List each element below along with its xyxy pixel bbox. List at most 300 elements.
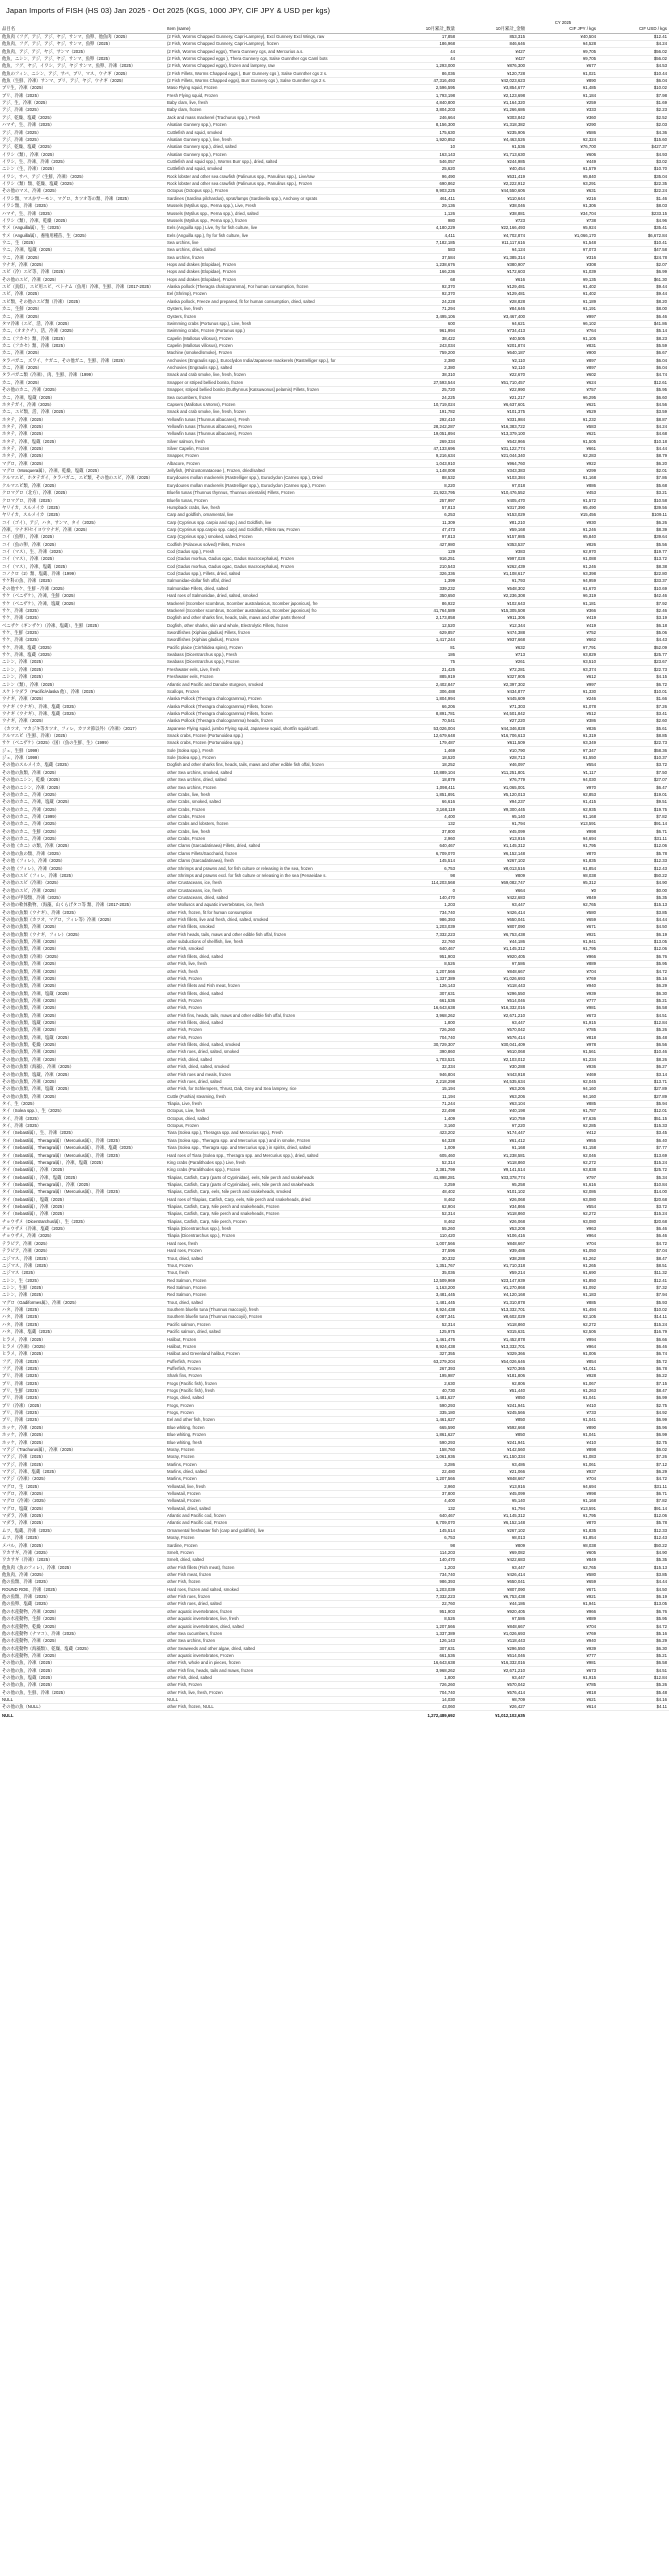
table-row[interactable] xyxy=(0,938,669,945)
table-row[interactable] xyxy=(0,158,669,165)
table-row[interactable] xyxy=(0,1196,669,1203)
table-row[interactable] xyxy=(0,1696,669,1703)
table-row[interactable] xyxy=(0,40,669,47)
table-row[interactable] xyxy=(0,1291,669,1298)
table-row[interactable] xyxy=(0,1350,669,1357)
table-row[interactable] xyxy=(0,1571,669,1578)
table-row[interactable] xyxy=(0,452,669,459)
table-row[interactable] xyxy=(0,1601,669,1608)
table-row[interactable] xyxy=(0,342,669,349)
cif-usd-per-kg: $7.86 xyxy=(598,475,669,482)
table-row[interactable] xyxy=(0,695,669,702)
quantity-kgs: 986,393 xyxy=(387,1578,457,1585)
table-row[interactable] xyxy=(0,1453,669,1460)
table-row[interactable] xyxy=(0,1218,669,1225)
table-row[interactable] xyxy=(0,1446,669,1453)
table-row[interactable] xyxy=(0,909,669,916)
item-name-en: Sea cucumbers, frozen xyxy=(165,394,387,401)
table-row[interactable] xyxy=(0,666,669,673)
table-row[interactable] xyxy=(0,372,669,379)
cif-jpy-per-kg: ¥936 xyxy=(527,1063,598,1070)
item-name-en: Alsatian Gunnery spp.), dried, salted xyxy=(165,143,387,150)
table-row[interactable] xyxy=(0,1321,669,1328)
table-row[interactable] xyxy=(0,1461,669,1468)
table-row[interactable] xyxy=(0,1122,669,1129)
cif-usd-per-kg: $5.93 xyxy=(598,1299,669,1306)
table-row[interactable] xyxy=(0,1211,669,1218)
cif-usd-per-kg: $8.00 xyxy=(598,305,669,312)
table-row[interactable] xyxy=(0,1255,669,1262)
table-row[interactable] xyxy=(0,1534,669,1541)
item-name-en: Halibut, Frozen xyxy=(165,1336,387,1343)
quantity-kgs: 43,060 xyxy=(387,1704,457,1711)
table-row[interactable] xyxy=(0,1181,669,1188)
table-row[interactable] xyxy=(0,394,669,401)
table-row[interactable] xyxy=(0,1166,669,1173)
item-name-en: Sardine, Frozen xyxy=(165,1542,387,1549)
table-row[interactable] xyxy=(0,62,669,69)
table-row[interactable] xyxy=(0,629,669,636)
table-row[interactable] xyxy=(0,960,669,967)
table-row[interactable] xyxy=(0,504,669,511)
table-row[interactable] xyxy=(0,651,669,658)
item-name-en: Hops and drakes (Elopidae), Frozen xyxy=(165,276,387,283)
table-row[interactable] xyxy=(0,1402,669,1409)
table-row[interactable] xyxy=(0,445,669,452)
item-name-jp: その他の魚類、冷凍（2025） xyxy=(0,997,165,1004)
table-row[interactable] xyxy=(0,1314,669,1321)
table-row[interactable] xyxy=(0,1100,669,1107)
table-row[interactable] xyxy=(0,570,669,577)
table-row[interactable] xyxy=(0,276,669,283)
table-row[interactable] xyxy=(0,887,669,894)
table-row[interactable] xyxy=(0,320,669,327)
item-name-en: Hops and drakes (Elopidae), Frozen xyxy=(165,269,387,276)
value-1000jpy: ¥427 xyxy=(457,48,527,55)
table-row[interactable] xyxy=(0,1520,669,1527)
table-row[interactable] xyxy=(0,1299,669,1306)
table-row[interactable] xyxy=(0,210,669,217)
table-row[interactable] xyxy=(0,953,669,960)
table-row[interactable] xyxy=(0,541,669,548)
table-row[interactable] xyxy=(0,762,669,769)
table-row[interactable] xyxy=(0,1630,669,1637)
quantity-kgs: 292,410 xyxy=(387,416,457,423)
table-row[interactable] xyxy=(0,725,669,732)
table-row[interactable] xyxy=(0,585,669,592)
table-row[interactable] xyxy=(0,349,669,356)
table-row[interactable] xyxy=(0,820,669,827)
table-row[interactable] xyxy=(0,1233,669,1240)
quantity-kgs: 17,858 xyxy=(387,33,457,40)
table-row[interactable] xyxy=(0,423,669,430)
table-row[interactable] xyxy=(0,305,669,312)
table-row[interactable] xyxy=(0,710,669,717)
table-row[interactable] xyxy=(0,173,669,180)
item-name-jp: ニシン、冷凍（2025） xyxy=(0,659,165,666)
table-row[interactable] xyxy=(0,1704,669,1711)
table-row[interactable] xyxy=(0,1041,669,1048)
table-row[interactable] xyxy=(0,916,669,923)
table-row[interactable] xyxy=(0,70,669,77)
table-row[interactable] xyxy=(0,835,669,842)
table-row[interactable] xyxy=(0,901,669,908)
item-name-jp: ハタ、冷凍（2025） xyxy=(0,1314,165,1321)
table-row[interactable] xyxy=(0,232,669,239)
table-row[interactable] xyxy=(0,1365,669,1372)
table-row[interactable] xyxy=(0,556,669,563)
table-row[interactable] xyxy=(0,460,669,467)
table-row[interactable] xyxy=(0,946,669,953)
table-row[interactable] xyxy=(0,1682,669,1689)
table-row[interactable] xyxy=(0,872,669,879)
table-row[interactable] xyxy=(0,1277,669,1284)
table-row[interactable] xyxy=(0,511,669,518)
table-row[interactable] xyxy=(0,357,669,364)
table-row[interactable] xyxy=(0,533,669,540)
table-row[interactable] xyxy=(0,283,669,290)
table-row[interactable] xyxy=(0,717,669,724)
cif-usd-per-kg: $7.92 xyxy=(598,600,669,607)
table-row[interactable] xyxy=(0,1674,669,1681)
item-name-jp: フグ、冷凍（2025） xyxy=(0,1365,165,1372)
table-row[interactable] xyxy=(0,92,669,99)
table-row[interactable] xyxy=(0,600,669,607)
table-row[interactable] xyxy=(0,519,669,526)
table-row[interactable] xyxy=(0,379,669,386)
table-row[interactable] xyxy=(0,813,669,820)
table-row[interactable] xyxy=(0,1284,669,1291)
cif-usd-per-kg: $4.51 xyxy=(598,1667,669,1674)
table-row[interactable] xyxy=(0,1689,669,1696)
table-row[interactable] xyxy=(0,843,669,850)
table-row[interactable] xyxy=(0,151,669,158)
table-row[interactable] xyxy=(0,1578,669,1585)
table-row[interactable] xyxy=(0,607,669,614)
table-row[interactable] xyxy=(0,114,669,121)
cif-usd-per-kg: $4.16 xyxy=(598,1696,669,1703)
table-row[interactable] xyxy=(0,747,669,754)
table-row[interactable] xyxy=(0,1247,669,1254)
table-row[interactable] xyxy=(0,1659,669,1666)
cif-usd-per-kg: $7.26 xyxy=(598,1453,669,1460)
table-row[interactable] xyxy=(0,1564,669,1571)
cif-jpy-per-kg: ¥1,067 xyxy=(527,1380,598,1387)
table-row[interactable] xyxy=(0,1152,669,1159)
table-row[interactable] xyxy=(0,1137,669,1144)
table-row[interactable] xyxy=(0,592,669,599)
table-row[interactable] xyxy=(0,806,669,813)
table-row[interactable] xyxy=(0,1468,669,1475)
quantity-kgs: 7,182,185 xyxy=(387,239,457,246)
table-row[interactable] xyxy=(0,1549,669,1556)
item-name-en: other Crabs, Frozen xyxy=(165,806,387,813)
table-row[interactable] xyxy=(0,165,669,172)
table-row[interactable] xyxy=(0,1645,669,1652)
table-row[interactable] xyxy=(0,1027,669,1034)
table-row[interactable] xyxy=(0,1269,669,1276)
quantity-kgs: 390,860 xyxy=(387,1049,457,1056)
table-row[interactable] xyxy=(0,865,669,872)
table-row[interactable] xyxy=(0,1637,669,1644)
table-row[interactable] xyxy=(0,879,669,886)
table-row[interactable] xyxy=(0,1380,669,1387)
table-row[interactable] xyxy=(0,1203,669,1210)
table-row[interactable] xyxy=(0,1085,669,1092)
table-row[interactable] xyxy=(0,1431,669,1438)
table-row[interactable] xyxy=(0,489,669,496)
table-row[interactable] xyxy=(0,1394,669,1401)
table-row[interactable] xyxy=(0,644,669,651)
table-row[interactable] xyxy=(0,1262,669,1269)
quantity-kgs: 16,643,638 xyxy=(387,1659,457,1666)
item-name-en: other Crustaceans, dried, salted xyxy=(165,894,387,901)
table-row[interactable] xyxy=(0,1615,669,1622)
value-1000jpy: ¥2,236,308 xyxy=(457,592,527,599)
table-row[interactable] xyxy=(0,254,669,261)
table-row[interactable] xyxy=(0,923,669,930)
cif-jpy-per-kg: ¥5,490 xyxy=(527,504,598,511)
cif-usd-per-kg: $10.69 xyxy=(598,585,669,592)
item-name-jp: その他の魚、塩蔵（2025） xyxy=(0,1674,165,1681)
item-name-jp: イワシ（類）類、乾燥、塩蔵（2025） xyxy=(0,180,165,187)
quantity-kgs: 158,760 xyxy=(387,1446,457,1453)
total-cif-jpy xyxy=(527,1711,598,1719)
table-row[interactable] xyxy=(0,688,669,695)
table-row[interactable] xyxy=(0,1343,669,1350)
table-row[interactable] xyxy=(0,48,669,55)
table-row[interactable] xyxy=(0,975,669,982)
cif-jpy-per-kg: ¥1,168 xyxy=(527,1498,598,1505)
cif-usd-per-kg: $23.67 xyxy=(598,659,669,666)
table-row[interactable] xyxy=(0,364,669,371)
table-row[interactable] xyxy=(0,894,669,901)
table-row[interactable] xyxy=(0,335,669,342)
item-name-jp: チョウザメ（冷凍、塩蔵（2025） xyxy=(0,1225,165,1232)
table-row[interactable] xyxy=(0,1336,669,1343)
table-row[interactable] xyxy=(0,217,669,224)
table-row[interactable] xyxy=(0,261,669,268)
table-row[interactable] xyxy=(0,1063,669,1070)
value-1000jpy: ¥850 xyxy=(457,1431,527,1438)
quantity-kgs: 38,422 xyxy=(387,335,457,342)
item-name-jp: その他のカニ、冷凍、塩蔵（2025） xyxy=(0,798,165,805)
table-row[interactable] xyxy=(0,791,669,798)
table-row[interactable] xyxy=(0,850,669,857)
cif-usd-per-kg: $4.72 xyxy=(598,1475,669,1482)
cif-jpy-per-kg: ¥978 xyxy=(527,1041,598,1048)
table-row[interactable] xyxy=(0,622,669,629)
table-row[interactable] xyxy=(0,1306,669,1313)
table-row[interactable] xyxy=(0,1667,669,1674)
table-row[interactable] xyxy=(0,107,669,114)
table-row[interactable] xyxy=(0,732,669,739)
table-row[interactable] xyxy=(0,1240,669,1247)
item-name-en: other Sea urchins, frozen xyxy=(165,1637,387,1644)
table-row[interactable] xyxy=(0,497,669,504)
table-row[interactable] xyxy=(0,482,669,489)
table-row[interactable] xyxy=(0,430,669,437)
table-row[interactable] xyxy=(0,291,669,298)
table-row[interactable] xyxy=(0,1505,669,1512)
table-row[interactable] xyxy=(0,129,669,136)
cif-usd-per-kg: $3.85 xyxy=(598,909,669,916)
table-row[interactable] xyxy=(0,1490,669,1497)
cif-usd-per-kg: $6.30 xyxy=(598,990,669,997)
table-row[interactable] xyxy=(0,769,669,776)
table-row[interactable] xyxy=(0,1483,669,1490)
value-1000jpy: ¥54,026,646 xyxy=(457,1358,527,1365)
table-row[interactable] xyxy=(0,828,669,835)
table-row[interactable] xyxy=(0,1623,669,1630)
table-row[interactable] xyxy=(0,1652,669,1659)
quantity-kgs: 53,026,004 xyxy=(387,725,457,732)
item-name-en: Atlantic and Pacific cod, frozen xyxy=(165,1512,387,1519)
table-row[interactable] xyxy=(0,1188,669,1195)
cif-jpy-per-kg: ¥928 xyxy=(527,1372,598,1379)
table-row[interactable] xyxy=(0,968,669,975)
value-1000jpy: ¥1,026,693 xyxy=(457,975,527,982)
table-row[interactable] xyxy=(0,438,669,445)
table-row[interactable] xyxy=(0,467,669,474)
quantity-kgs: 186,968 xyxy=(387,40,457,47)
table-row[interactable] xyxy=(0,703,669,710)
item-name-jp: ワカサギ、冷凍（2025） xyxy=(0,1549,165,1556)
table-row[interactable] xyxy=(0,1078,669,1085)
table-row[interactable] xyxy=(0,475,669,482)
table-row[interactable] xyxy=(0,1012,669,1019)
table-row[interactable] xyxy=(0,1542,669,1549)
value-1000jpy: ¥118,860 xyxy=(457,1211,527,1218)
table-row[interactable] xyxy=(0,1056,669,1063)
table-row[interactable] xyxy=(0,1093,669,1100)
table-row[interactable] xyxy=(0,1512,669,1519)
table-row[interactable] xyxy=(0,754,669,761)
item-name-jp: イワシ、サバ、アジ（生鮮、冷凍）（2025） xyxy=(0,173,165,180)
table-row[interactable] xyxy=(0,1130,669,1137)
cif-jpy-per-kg: ¥583 xyxy=(527,423,598,430)
table-row[interactable] xyxy=(0,55,669,62)
table-row[interactable] xyxy=(0,121,669,128)
table-row[interactable] xyxy=(0,1409,669,1416)
table-row[interactable] xyxy=(0,1159,669,1166)
table-row[interactable] xyxy=(0,1586,669,1593)
table-row[interactable] xyxy=(0,673,669,680)
table-row[interactable] xyxy=(0,1225,669,1232)
table-row[interactable] xyxy=(0,982,669,989)
table-row[interactable] xyxy=(0,1144,669,1151)
table-row[interactable] xyxy=(0,776,669,783)
table-row[interactable] xyxy=(0,1439,669,1446)
table-row[interactable] xyxy=(0,1004,669,1011)
table-row[interactable] xyxy=(0,143,669,150)
table-row[interactable] xyxy=(0,85,669,92)
table-row[interactable] xyxy=(0,401,669,408)
table-row[interactable] xyxy=(0,740,669,747)
quantity-kgs: 28,242,287 xyxy=(387,423,457,430)
table-row[interactable] xyxy=(0,931,669,938)
table-row[interactable] xyxy=(0,1372,669,1379)
item-name-jp: ROUND ROE、冷凍（2025） xyxy=(0,1586,165,1593)
table-row[interactable] xyxy=(0,659,669,666)
table-row[interactable] xyxy=(0,269,669,276)
table-row[interactable] xyxy=(0,1019,669,1026)
table-row[interactable] xyxy=(0,563,669,570)
table-row[interactable] xyxy=(0,1424,669,1431)
value-1000jpy: ¥8,013 xyxy=(457,1534,527,1541)
value-1000jpy: ¥1,452,878 xyxy=(457,1336,527,1343)
table-row[interactable] xyxy=(0,798,669,805)
table-row[interactable] xyxy=(0,313,669,320)
table-row[interactable] xyxy=(0,1071,669,1078)
table-row[interactable] xyxy=(0,408,669,415)
table-row[interactable] xyxy=(0,784,669,791)
table-row[interactable] xyxy=(0,298,669,305)
table-row[interactable] xyxy=(0,202,669,209)
table-row[interactable] xyxy=(0,1328,669,1335)
table-row[interactable] xyxy=(0,1417,669,1424)
value-1000jpy: 853,315 xyxy=(457,33,527,40)
cif-jpy-per-kg: ¥5,840 xyxy=(527,173,598,180)
table-row[interactable] xyxy=(0,1358,669,1365)
table-row[interactable] xyxy=(0,1115,669,1122)
cif-usd-per-kg: $12.06 xyxy=(598,946,669,953)
table-row[interactable] xyxy=(0,99,669,106)
cif-usd-per-kg: $8.38 xyxy=(598,563,669,570)
table-row[interactable] xyxy=(0,416,669,423)
table-row[interactable] xyxy=(0,636,669,643)
table-row[interactable] xyxy=(0,246,669,253)
table-row[interactable] xyxy=(0,1556,669,1563)
quantity-kgs: 1,126 xyxy=(387,210,457,217)
table-row[interactable] xyxy=(0,224,669,231)
table-row[interactable] xyxy=(0,188,669,195)
table-row[interactable] xyxy=(0,997,669,1004)
table-row[interactable] xyxy=(0,180,669,187)
table-row[interactable] xyxy=(0,614,669,621)
cif-jpy-per-kg: ¥1,039 xyxy=(527,269,598,276)
table-row[interactable] xyxy=(0,1049,669,1056)
table-row[interactable] xyxy=(0,327,669,334)
table-row[interactable] xyxy=(0,578,669,585)
item-name-en: other Fish fillets, live and fresh, dried, salted, smoked xyxy=(165,916,387,923)
table-row[interactable] xyxy=(0,681,669,688)
table-row[interactable] xyxy=(0,1608,669,1615)
cif-usd-per-kg: $13.71 xyxy=(598,1078,669,1085)
table-row[interactable] xyxy=(0,33,669,40)
table-row[interactable] xyxy=(0,195,669,202)
table-row[interactable] xyxy=(0,1527,669,1534)
item-name-jp: サケ（ベニザケ）、冷凍、生鮮（2025） xyxy=(0,592,165,599)
table-row[interactable] xyxy=(0,77,669,84)
table-row[interactable] xyxy=(0,526,669,533)
table-row[interactable] xyxy=(0,1475,669,1482)
table-row[interactable] xyxy=(0,1034,669,1041)
table-row[interactable] xyxy=(0,857,669,864)
table-row[interactable] xyxy=(0,1174,669,1181)
table-row[interactable] xyxy=(0,1593,669,1600)
table-row[interactable] xyxy=(0,136,669,143)
table-row[interactable] xyxy=(0,548,669,555)
table-row[interactable] xyxy=(0,1387,669,1394)
table-row[interactable] xyxy=(0,239,669,246)
table-row[interactable] xyxy=(0,990,669,997)
table-row[interactable] xyxy=(0,386,669,393)
table-row[interactable] xyxy=(0,1107,669,1114)
item-name-en: Moray, Frozen xyxy=(165,1534,387,1541)
table-row[interactable] xyxy=(0,1498,669,1505)
cif-jpy-per-kg: ¥7,073 xyxy=(527,246,598,253)
